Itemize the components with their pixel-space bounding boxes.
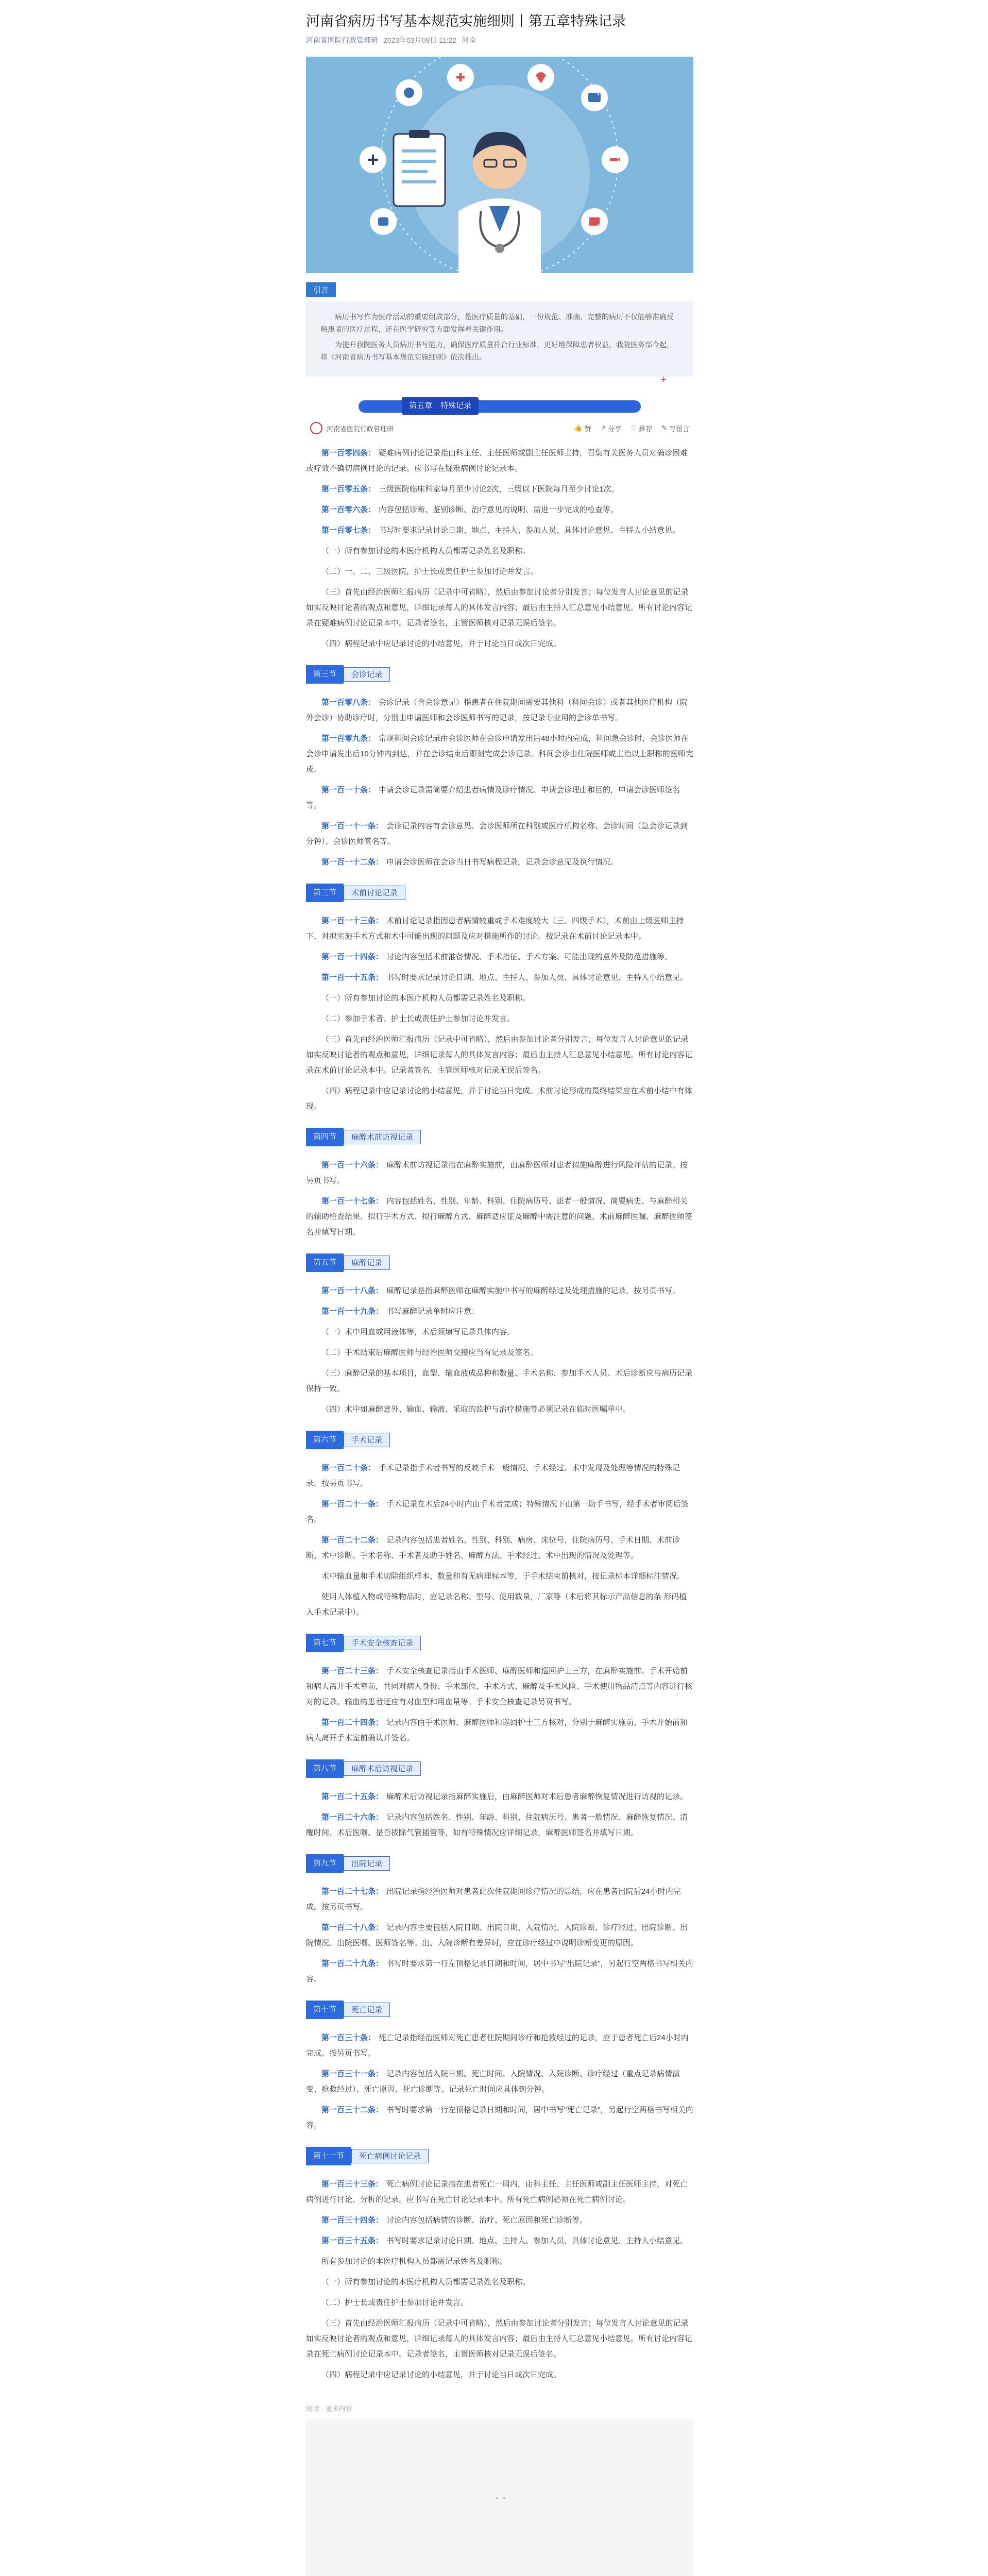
share-row — [306, 422, 693, 434]
article-paragraph — [306, 1158, 693, 1189]
article-text: 手术记录指手术者书写的反映手术一般情况、手术经过、术中发现及处理等情况的特殊记录。按另页书写。 — [306, 1464, 680, 1488]
article-text: （一）所有参加讨论的本医疗机构人员都需记录姓名及职称。 — [321, 547, 531, 555]
article-text: （二）护士长或责任护士参加讨论并发言。 — [321, 2298, 469, 2307]
article-paragraph — [306, 1283, 693, 1299]
loading-dots-icon: • • — [496, 2494, 507, 2503]
article-number: 第一百零八条： — [321, 698, 376, 707]
article-text: 会诊记录（含会诊意见）指患者在住院期间需要其他科（科间会诊）或者其他医疗机构（院外会诊）协助诊疗时，分别由申请医师和会诊医师书写的记录，按记录专业用的会诊单书写。 — [306, 698, 688, 722]
share-label: 分享 — [608, 425, 622, 433]
source-account-name: 河南省医院行政管理研 — [327, 425, 394, 433]
article-text: 术前讨论记录指因患者病情较重或手术难度较大（三、四级手术），术前由上级医师主持下，对拟实施手术方式和术中可能出现的问题及应对措施所作的讨论。按记录在术前讨论记录本中。 — [306, 917, 684, 941]
article-number: 第一百二十一条： — [321, 1500, 384, 1509]
section-title: 麻醉术后访视记录 — [344, 1761, 421, 1776]
article-number: 第一百一十一条： — [321, 822, 384, 831]
article-text: 申请会诊记录需简要介绍患者病情及诊疗情况、申请会诊理由和目的，申请会诊医师签名等。 — [306, 786, 680, 810]
article-number: 第一百三十五条： — [321, 2236, 384, 2245]
article-paragraph — [306, 1083, 693, 1114]
article-number: 第一百零七条： — [321, 526, 376, 535]
article-number: 第一百一十九条： — [321, 1307, 384, 1316]
chapter-tag — [402, 397, 479, 415]
article-number: 第一百三十一条： — [321, 2070, 384, 2078]
article-paragraph — [306, 446, 693, 477]
article-text: 内容包括诊断、鉴别诊断、治疗意见的说明、需进一步完成的检查等。 — [379, 505, 619, 514]
article-number: 第一百零四条： — [321, 449, 376, 457]
article-text: 书写时要求第一行左顶格记录日期和时间，居中书写"出院记录"，另起行空两格书写相关内容。 — [306, 1959, 693, 1984]
section-title: 死亡记录 — [344, 2003, 390, 2017]
article-text: 三级医院临床科室每月至少讨论2次，三级以下医院每月至少讨论1次。 — [379, 485, 619, 494]
article-text: 手术安全核查记录指由手术医师、麻醉医师和巡回护士三方，在麻醉实施前、手术开始前和病人离开手术室前，共同对病人身份、手术部位、手术方式、麻醉及手术风险、手术使用物品清点等内容进行核对的记录。输血的患者还应有对血型和用血量等。手术安全核查记录另页书写。 — [306, 1667, 693, 1706]
section-heading — [306, 884, 693, 902]
comment-icon: ✎ — [661, 424, 667, 432]
section-number: 第四节 — [306, 1128, 344, 1146]
article-number: 第一百三十三条： — [321, 2180, 384, 2189]
article-text: 死亡记录指经治医师对死亡患者住院期间诊疗和抢救经过的记录，应于患者死亡后24小时内完成。按另页书写。 — [306, 2033, 689, 2058]
article-text: （一）所有参加讨论的本医疗机构人员都需记录姓名及职称。 — [321, 2278, 531, 2286]
section-number: 第七节 — [306, 1634, 344, 1652]
article-number: 第一百一十七条： — [321, 1197, 384, 1206]
article-paragraph — [306, 2177, 693, 2208]
article-text: 书写时要求记录讨论日期、地点、主持人、参加人员、具体讨论意见、主持人小结意见。 — [386, 973, 688, 982]
section-number: 第三节 — [306, 665, 344, 684]
share-actions — [574, 423, 689, 433]
article-paragraph — [306, 1325, 693, 1340]
article-text: 记录内容包括入院日期、死亡时间、入院情况、入院诊断、诊疗经过（重点记录病情演变、抢救经过）、死亡原因、死亡诊断等。记录死亡时间应具体到分钟。 — [306, 2070, 680, 2094]
article-paragraph — [306, 950, 693, 965]
article-number: 第一百二十三条： — [321, 1667, 384, 1675]
article-number: 第一百二十六条： — [321, 1813, 384, 1822]
article-number: 第一百二十九条： — [321, 1959, 384, 1968]
article-paragraph — [306, 502, 693, 518]
article-number: 第一百零五条： — [321, 485, 376, 494]
article-paragraph — [306, 1810, 693, 1841]
section-heading — [306, 1253, 693, 1272]
section-title: 手术安全核查记录 — [344, 1636, 421, 1650]
article-number: 第一百一十六条： — [321, 1161, 384, 1170]
article-text: 书写时要求第一行左顶格记录日期和时间，居中书写"死亡记录"，另起行空两格书写相关内容。 — [306, 2106, 693, 2130]
article-paragraph — [306, 2233, 693, 2249]
section-number: 第六节 — [306, 1431, 344, 1449]
article-number: 第一百二十七条： — [321, 1887, 384, 1896]
article-number: 第一百零六条： — [321, 505, 376, 514]
recommend-label: 推荐 — [639, 425, 653, 433]
intro-paragraph: 为提升我院医务人员病历书写能力，确保医疗质量符合行业标准，更好地保障患者权益，我院医务部今起，将《河南省病历书写基本规范实施细则》依次推出。 — [320, 341, 674, 361]
article-paragraph — [306, 1884, 693, 1915]
article-number: 第一百二十四条： — [321, 1718, 384, 1727]
chapter-banner — [359, 397, 641, 415]
article-paragraph — [306, 2275, 693, 2290]
article-paragraph — [306, 2030, 693, 2061]
article-text: （一）所有参加讨论的本医疗机构人员都需记录姓名及职称。 — [321, 994, 531, 1003]
plus-icon: + — [660, 374, 667, 385]
chapter-number: 第五章 — [409, 401, 433, 410]
article-text: （三）首先由经治医师汇报病历（记录中可省略），然后由参加讨论者分别发言；每位发言人讨论意见的记录如实反映讨论者的观点和意见，详细记录每人的具体发言内容；最后由主持人汇总意见小结意见。所有讨论内容记录在死亡病例讨论记录本中。记录者签名，主管医师核对记录无误后签名。 — [306, 2319, 693, 2359]
article-paragraph — [306, 855, 693, 870]
section-number: 第八节 — [306, 1759, 344, 1778]
article-meta — [306, 35, 693, 45]
article-text: 麻醉术后访视记录指麻醉实施后，由麻醉医师对术后患者麻醉恢复情况进行访视的记录。 — [386, 1792, 688, 1801]
section-title: 出院记录 — [344, 1856, 390, 1871]
article-paragraph — [306, 544, 693, 559]
share-button[interactable] — [600, 423, 621, 433]
article-paragraph — [306, 2295, 693, 2311]
footer-label: 阅读 · 更多内容 — [306, 2405, 352, 2413]
section-title: 术前讨论记录 — [344, 886, 405, 900]
article-title: 河南省病历书写基本规范实施细则丨第五章特殊记录 — [306, 13, 626, 29]
article-text: 会诊记录内容有会诊意见、会诊医师所在科别或医疗机构名称、会诊时间（急会诊记录到分钟）、会诊医师签名等。 — [306, 822, 688, 846]
article-text: （一）术中用血或用液体等，术后须填写记录具体内容。 — [321, 1328, 515, 1336]
comment-label: 写留言 — [669, 425, 689, 433]
article-text: 使用人体植入物或特殊物品时，应记录名称、型号、使用数量，厂家等（术后将其标示产品信息的条 形码植入手术记录中）。 — [306, 1592, 687, 1617]
section-title: 手术记录 — [344, 1433, 390, 1447]
intro-label: 引言 — [306, 282, 336, 297]
article-text: （四）病程记录中应记录讨论的小结意见，并于讨论当日或次日完成。 — [321, 2370, 561, 2379]
article-number: 第一百二十条： — [321, 1464, 376, 1472]
share-icon: ↗ — [600, 424, 606, 432]
article-text: 出院记录指经治医师对患者此次住院期间诊疗情况的总结，应在患者出院后24小时内完成。按另页书写。 — [306, 1887, 681, 1911]
article-text: （三）首先由经治医师汇报病历（记录中可省略），然后由参加讨论者分别发言；每位发言人讨论意见的记录如实反映讨论者的观点和意见，详细记录每人的具体发言内容；最后由主持人汇总意见小结意见。所有讨论内容记录在术前讨论记录本中。记录者签名，主管医师核对记录无误后签名。 — [306, 1035, 693, 1075]
article-text: （三）首先由经治医师汇报病历（记录中可省略），然后由参加讨论者分别发言；每位发言人讨论意见的记录如实反映讨论者的观点和意见，详细记录每人的具体发言内容；最后由主持人汇总意见小结意见。所有讨论内容记录在疑难病例讨论记录本中。记录者签名，主管医师核对记录无误后签名。 — [306, 588, 693, 628]
article-paragraph — [306, 2254, 693, 2269]
article-number: 第一百一十四条： — [321, 953, 384, 961]
article-body — [306, 446, 693, 2383]
article-text: 书写时要求记录讨论日期、地点、主持人、参加人员、具体讨论意见、主持人小结意见。 — [386, 2236, 688, 2245]
article-paragraph — [306, 970, 693, 986]
recommend-button[interactable] — [631, 423, 652, 433]
article-paragraph — [306, 1920, 693, 1951]
article-text: （四）术中如麻醉意外、输血、输液、采取的监护与治疗措施等必须记录在临时医嘱单中。 — [321, 1405, 631, 1414]
section-heading — [306, 2147, 693, 2165]
article-text: （二）一、二、三级医院，护士长或责任护士参加讨论并发言。 — [321, 567, 538, 576]
article-paragraph — [306, 1569, 693, 1584]
section-number: 第十一节 — [306, 2147, 351, 2165]
article-paragraph — [306, 482, 693, 497]
article-number: 第一百二十五条： — [321, 1792, 384, 1801]
article-number: 第一百二十八条： — [321, 1923, 384, 1932]
article-paragraph — [306, 695, 693, 726]
article-text: （三）麻醉记录的基本项目，血型、输血液成品种和数量、手术名称、参加手术人员、术后诊断应与病历记录保持一致。 — [306, 1369, 693, 1393]
article-paragraph — [306, 1194, 693, 1240]
article-number: 第一百一十条： — [321, 786, 376, 794]
article-paragraph — [306, 1304, 693, 1319]
article-number: 第一百三十四条： — [321, 2216, 384, 2225]
article-number: 第一百三十条： — [321, 2033, 376, 2042]
article-paragraph — [306, 1715, 693, 1746]
article-paragraph — [306, 2316, 693, 2362]
article-paragraph — [306, 783, 693, 814]
article-paragraph — [306, 2367, 693, 2383]
article-text: 常规科间会诊记录由会诊医师在会诊申请发出后48小时内完成，科间急会诊时，会诊医师在会诊申请发出后10分钟内到达，并在会诊结束后即刻完成会诊记录。科间会诊由住院医师或主治以上职称的医师完成。 — [306, 734, 693, 774]
article-paragraph — [306, 1366, 693, 1397]
article-text: 记录内容主要包括入院日期、出院日期、入院情况、入院诊断、诊疗经过、出院诊断、出院情况、出院医嘱、医师签名等。出、入院诊断有差异时，应在诊疗经过中说明诊断变更的原因。 — [306, 1923, 688, 1947]
article-paragraph — [306, 1011, 693, 1027]
article-paragraph — [306, 564, 693, 580]
article-paragraph — [306, 2066, 693, 2097]
like-label: 赞 — [584, 425, 591, 433]
comment-button[interactable] — [661, 423, 689, 433]
article-text: 内容包括姓名、性别、年龄、科别、住院病历号、患者一般情况、简要病史、与麻醉相关的辅助检查结果、拟行手术方式、拟行麻醉方式、麻醉适应证及麻醉中需注意的问题、术前麻醉医嘱、麻醉医师签名并填写日期。 — [306, 1197, 693, 1236]
article-text: （四）病程记录中应记录讨论的小结意见，并于讨论当日完成。术前讨论形成的最终结果应在术前小结中有体现。 — [306, 1087, 693, 1111]
article-text: （四）病程记录中应记录讨论的小结意见，并于讨论当日或次日完成。 — [321, 639, 561, 648]
article-number: 第一百一十三条： — [321, 917, 384, 925]
doctor-illustration — [306, 57, 693, 273]
article-paragraph — [306, 1589, 693, 1620]
section-number: 第十节 — [306, 2001, 344, 2019]
article-paragraph — [306, 819, 693, 850]
article-paragraph — [306, 1461, 693, 1492]
article-number: 第一百二十二条： — [321, 1536, 384, 1545]
article-paragraph — [306, 1497, 693, 1528]
article-paragraph — [306, 2213, 693, 2228]
article-text: （二）参加手术者、护士长或责任护士参加讨论并发言。 — [321, 1014, 515, 1023]
article-paragraph — [306, 1032, 693, 1078]
article-text: 讨论内容包括病情的诊断、治疗、死亡原因和死亡诊断等。 — [386, 2216, 588, 2225]
article-text: 死亡病例讨论记录指在患者死亡一周内，由科主任、主任医师或副主任医师主持，对死亡病例进行讨论、分析的记录。应书写在死亡讨论记录本中。所有死亡病例必须在死亡病例讨论。 — [306, 2180, 688, 2204]
article-paragraph — [306, 991, 693, 1006]
article-number: 第一百一十五条： — [321, 973, 384, 982]
section-heading — [306, 1128, 693, 1146]
article-number: 第一百一十八条： — [321, 1286, 384, 1295]
article-paragraph — [306, 1664, 693, 1710]
article-number: 第一百三十二条： — [321, 2106, 384, 2114]
like-button[interactable] — [574, 423, 591, 433]
article-text: 申请会诊医师在会诊当日书写病程记录，记录会诊意见及执行情况。 — [386, 858, 619, 867]
section-heading — [306, 1759, 693, 1778]
article-text: （二）手术结束后麻醉医师与经治医师交接应当有记录及签名。 — [321, 1348, 538, 1357]
article-paragraph — [306, 1956, 693, 1987]
article-text: 麻醉术前访视记录指在麻醉实施前，由麻醉医师对患者拟施麻醉进行风险评估的记录。按另页书写。 — [306, 1161, 688, 1185]
section-title: 麻醉记录 — [344, 1256, 390, 1270]
article-text: 手术记录在术后24小时内由手术者完成；特殊情况下由第一助手书写，经手术者审阅后签名。 — [306, 1500, 689, 1524]
hero-image — [306, 57, 693, 273]
article-number: 第一百零九条： — [321, 734, 376, 743]
article-text: 术中输血量和手术切除组织样本、数量和有无病理标本等，于手术结束前核对，按记录标本详细标注情况。 — [321, 1572, 685, 1581]
article-paragraph — [306, 1402, 693, 1417]
section-number: 第三节 — [306, 884, 344, 902]
ad-placeholder[interactable] — [306, 2419, 693, 2576]
article-text: 记录内容包括患者姓名、性别、科别、病房、床位号、住院病历号、手术日期、术前诊断、术中诊断、手术名称、手术者及助手姓名、麻醉方法、手术经过、术中出现的情况及处理等。 — [306, 1536, 680, 1560]
article-paragraph — [306, 585, 693, 631]
chapter-banner-bar — [359, 400, 641, 413]
article-paragraph — [306, 913, 693, 944]
section-heading — [306, 1431, 693, 1449]
section-heading — [306, 2001, 693, 2019]
article-paragraph — [306, 636, 693, 652]
article-paragraph — [306, 2103, 693, 2133]
article-text: 记录内容由手术医师、麻醉医师和巡回护士三方核对，分别于麻醉实施前、手术开始前和病人离开手术室前确认并签名。 — [306, 1718, 688, 1742]
article-text: 疑难病例讨论记录指由科主任、主任医师或副主任医师主持，召集有关医务人员对确诊困难或疗效不确切病例讨论的记录。应书写在疑难病例讨论记录本。 — [306, 449, 688, 473]
article-text: 麻醉记录是指麻醉医师在麻醉实施中书写的麻醉经过及处理措施的记录，按另页书写。 — [386, 1286, 680, 1295]
article-text: 书写时要求记录讨论日期、地点、主持人、参加人员、具体讨论意见、主持人小结意见。 — [379, 526, 680, 535]
article-text: 书写麻醉记录单时应注意： — [386, 1307, 480, 1316]
article-text: 记录内容包括姓名、性别、年龄、科别、住院病历号、患者一般情况、麻醉恢复情况、清醒时间、术后医嘱、是否拔除气管插管等，如有特殊情况应详细记录，麻醉医师签名并填写日期。 — [306, 1813, 688, 1837]
section-number: 第九节 — [306, 1854, 344, 1873]
article-text: 所有参加讨论的本医疗机构人员都需记录姓名及职称。 — [321, 2257, 507, 2266]
intro-box — [306, 301, 693, 385]
article-paragraph — [306, 1789, 693, 1805]
section-heading — [306, 1854, 693, 1873]
article-paragraph — [306, 1533, 693, 1564]
heart-icon: ♡ — [631, 424, 637, 432]
section-heading — [306, 1634, 693, 1652]
intro-paragraph: 病历书写作为医疗活动的重要组成部分，是医疗质量的基础，一份规范、准确、完整的病历不仅能够准确反映患者的医疗过程，还在医学研究等方面发挥着关键作用。 — [320, 313, 674, 333]
section-heading — [306, 665, 693, 684]
article-text: 讨论内容包括术前准备情况、手术指征、手术方案、可能出现的意外及防范措施等。 — [386, 953, 673, 961]
source-account[interactable] — [310, 422, 394, 434]
section-title: 死亡病例讨论记录 — [351, 2149, 429, 2163]
thumbs-up-icon: 👍 — [574, 424, 583, 432]
article-number: 第一百一十二条： — [321, 858, 384, 867]
section-title: 会诊记录 — [344, 667, 390, 682]
article-paragraph — [306, 1345, 693, 1361]
publish-date: 2023年03月09日 11:22 — [383, 36, 457, 44]
article-paragraph — [306, 731, 693, 777]
section-title: 麻醉术前访视记录 — [344, 1130, 421, 1144]
chapter-title: 特殊记录 — [440, 401, 472, 410]
account-logo-icon — [310, 422, 322, 434]
publish-location: 河南 — [462, 36, 476, 44]
article-paragraph — [306, 523, 693, 538]
account-link[interactable]: 河南省医院行政管理研 — [306, 36, 378, 44]
article-column — [306, 0, 693, 2576]
section-number: 第五节 — [306, 1253, 344, 1272]
